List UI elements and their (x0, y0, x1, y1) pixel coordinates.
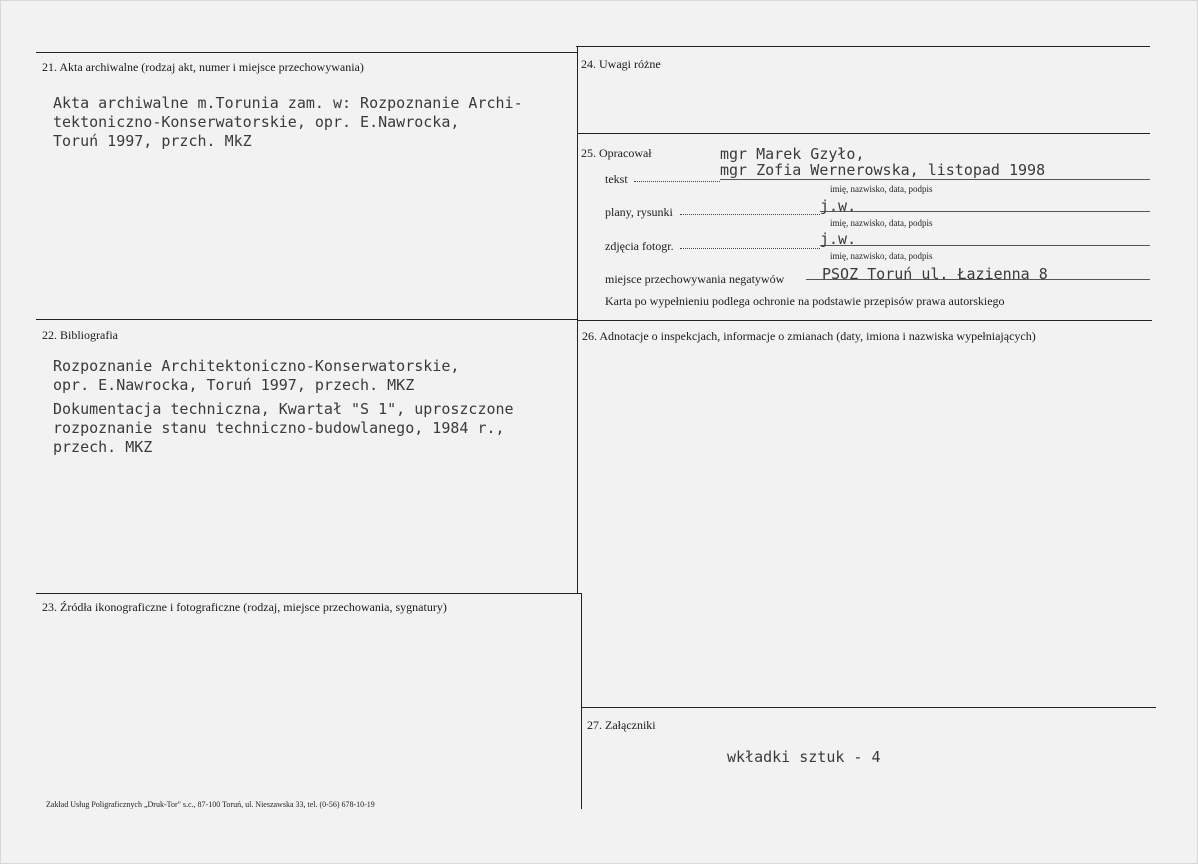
zdjecia-dotted-line (680, 248, 820, 249)
tekst-dotted-line (634, 181, 720, 182)
zdjecia-hint: imię, nazwisko, data, podpis (830, 251, 933, 261)
field-22-label: 22. Bibliografia (42, 328, 118, 342)
zdjecia-underline (820, 245, 1150, 246)
field-21-label: 21. Akta archiwalne (rodzaj akt, numer i miejsce przechowywania) (42, 60, 364, 74)
copyright-note: Karta po wypełnieniu podlega ochronie na podstawie przepisów prawa autorskiego (605, 294, 1005, 308)
plany-underline (820, 211, 1150, 212)
author-line-1: mgr Marek Gzyło, (720, 145, 865, 163)
zdjecia-value: j.w. (820, 230, 857, 248)
zdjecia-label: zdjęcia fotogr. (605, 239, 674, 253)
rule-21-22 (36, 319, 578, 320)
field-25-label: 25. Opracował (581, 146, 652, 160)
top-rule-left (36, 52, 578, 53)
plany-dotted-line (680, 214, 820, 215)
rule-26-27 (582, 707, 1156, 708)
rule-25-26 (578, 320, 1152, 321)
rule-22-23 (36, 593, 582, 594)
plany-hint: imię, nazwisko, data, podpis (830, 218, 933, 228)
printer-imprint: Zakład Usług Poligraficznych „Druk-Tor" s.c., 87-100 Toruń, ul. Nieszawska 33, tel. (0-56) 678-10-19 (46, 800, 375, 809)
tekst-hint: imię, nazwisko, data, podpis (830, 184, 933, 194)
center-divider-lower (581, 594, 582, 809)
field-23-label: 23. Źródła ikonograficzne i fotograficzne (rodzaj, miejsce przechowania, sygnatury) (42, 600, 447, 614)
field-27-label: 27. Załączniki (587, 718, 656, 732)
top-rule-right (576, 46, 1150, 47)
rule-24-25 (578, 133, 1150, 134)
field-27-text: wkładki sztuk - 4 (727, 748, 881, 766)
field-24-label: 24. Uwagi różne (581, 57, 661, 71)
negatywy-value: PSOZ Toruń ul. Łazienna 8 (822, 265, 1048, 283)
field-22-text-2: Dokumentacja techniczna, Kwartał "S 1", uproszczone rozpoznanie stanu techniczno-budowlanego, 1984 r., przech. MKZ (53, 400, 514, 456)
plany-label: plany, rysunki (605, 205, 673, 219)
field-22-text-1: Rozpoznanie Architektoniczno-Konserwatorskie, opr. E.Nawrocka, Toruń 1997, przech. MKZ (53, 357, 460, 394)
tekst-value: mgr Zofia Wernerowska, listopad 1998 (720, 161, 1046, 179)
tekst-label: tekst (605, 172, 628, 186)
negatywy-label: miejsce przechowywania negatywów (605, 272, 785, 286)
field-26-label: 26. Adnotacje o inspekcjach, informacje o zmianach (daty, imiona i nazwiska wypełniających) (582, 329, 1036, 343)
plany-value: j.w. (820, 197, 857, 215)
field-21-text: Akta archiwalne m.Torunia zam. w: Rozpoznanie Archi- tektoniczno-Konserwatorskie, opr. E.Nawrocka, Toruń 1997, przch. MkZ (53, 94, 523, 150)
